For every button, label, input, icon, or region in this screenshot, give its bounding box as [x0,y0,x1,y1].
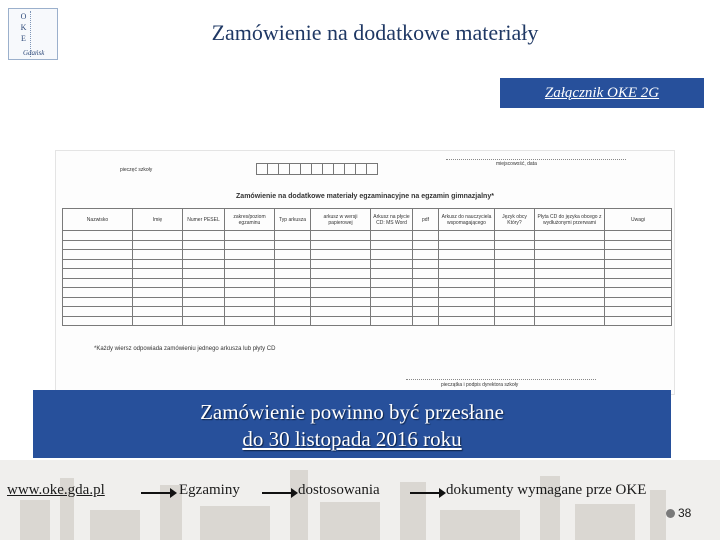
logo-letter-o: O [20,12,27,21]
col-header: arkusz w wersji papierowej [311,209,371,231]
banner-deadline: do 30 listopada 2016 roku [242,427,462,451]
col-header: zakres/poziom egzaminu [225,209,275,231]
table-row [63,240,672,250]
col-header: Nazwisko [63,209,133,231]
logo-city: Gdańsk [23,49,45,57]
table-row [63,269,672,279]
col-header: Imię [133,209,183,231]
arrow-right-icon [262,492,296,494]
table-row [63,307,672,317]
table-row [63,288,672,298]
site-link[interactable]: www.oke.gda.pl [7,482,105,498]
breadcrumb-dostosowania[interactable]: dostosowania [298,482,380,498]
school-code-boxes [256,163,377,175]
breadcrumb-dokumenty[interactable]: dokumenty wymagane prze OKE [446,482,647,498]
place-date-label: miejscowość, data [496,161,537,167]
table-row [63,316,672,326]
table-row [63,278,672,288]
col-header: Płyta CD do języka obcego z wydłużonymi przerwami [535,209,605,231]
page-number-value: 38 [678,506,692,520]
annex-label: Załącznik OKE 2G [500,78,704,108]
oke-logo[interactable] [8,8,58,60]
col-header: Język obcy Który? [495,209,535,231]
col-header: Uwagi [605,209,672,231]
logo-letter-e: E [21,34,26,43]
breadcrumb-nav [0,482,720,506]
signature-label: pieczątka i podpis dyrektora szkoły [441,382,519,388]
table-header-row [63,209,672,231]
table-row [63,259,672,269]
slide-title: Zamówienie na dodatkowe materiały [211,20,539,45]
table-row [63,297,672,307]
logo-letter-k: K [20,23,27,32]
col-header: Typ arkusza [275,209,311,231]
col-header: pdf [413,209,439,231]
order-table [62,208,672,326]
page-number [666,506,691,520]
form-footnote: *Każdy wiersz odpowiada zamówieniu jednego arkusza lub płyty CD [94,346,276,352]
order-form-image [55,150,675,395]
form-title: Zamówienie na dodatkowe materiały egzaminacyjne na egzamin gimnazjalny* [236,193,494,200]
col-header: Numer PESEL [183,209,225,231]
signature-line [406,379,596,380]
arrow-right-icon [410,492,444,494]
deadline-banner [33,390,671,458]
bullet-icon [666,509,675,518]
col-header: Arkusz na płycie CD: MS Word [371,209,413,231]
arrow-right-icon [141,492,175,494]
table-row [63,250,672,260]
table-row [63,231,672,241]
col-header: Arkusz do nauczyciela wspomagającego [439,209,495,231]
banner-line-1: Zamówienie powinno być przesłane [200,400,504,424]
school-stamp-label: pieczęć szkoły [120,167,153,173]
breadcrumb-egzaminy[interactable]: Egzaminy [179,482,240,498]
place-date-line [446,159,626,160]
